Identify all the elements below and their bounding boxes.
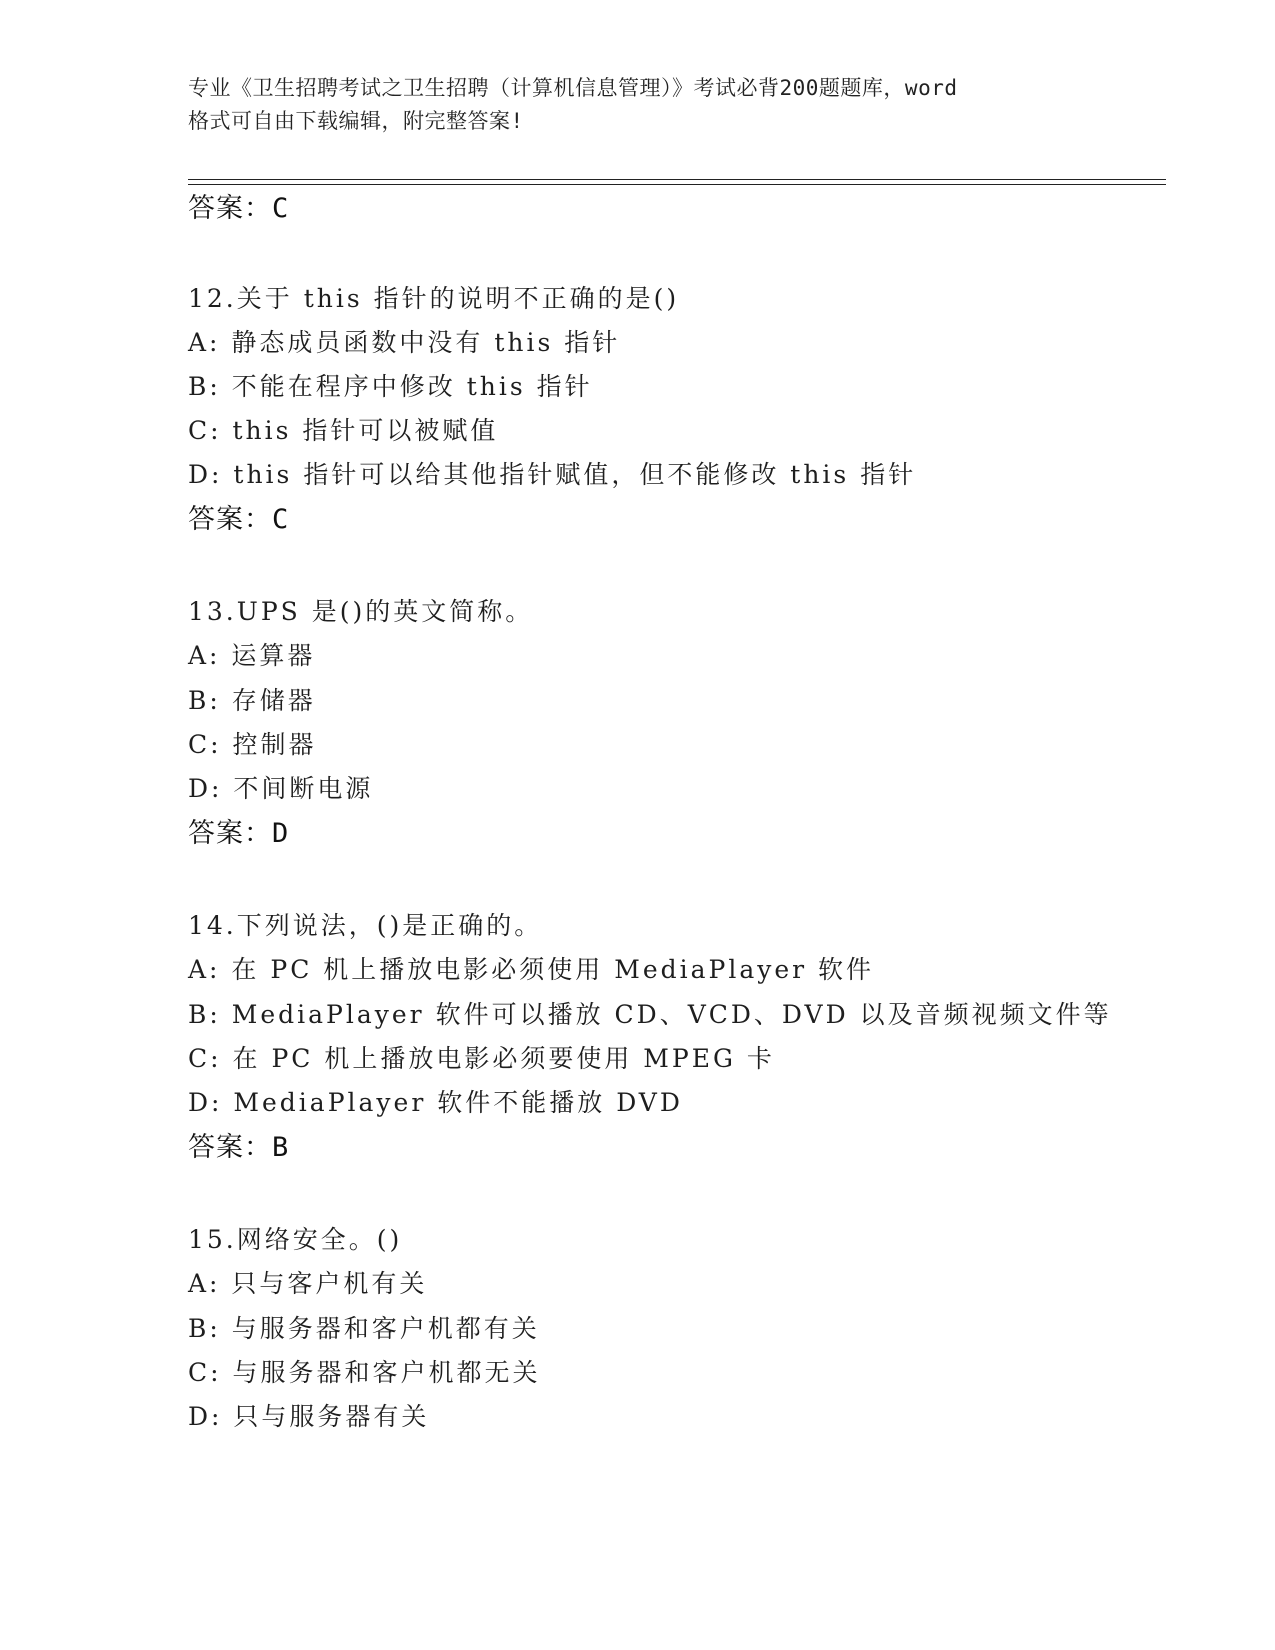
question-12-option-b: B: 不能在程序中修改 this 指针	[188, 372, 593, 401]
question-14-option-a: A: 在 PC 机上播放电影必须使用 MediaPlayer 软件	[188, 955, 875, 984]
question-14-option-b: B: MediaPlayer 软件可以播放 CD、VCD、DVD 以及音频视频文件等	[188, 1000, 1112, 1029]
question-14-option-c: C: 在 PC 机上播放电影必须要使用 MPEG 卡	[188, 1044, 775, 1073]
question-12-answer: 答案：C	[188, 504, 290, 535]
question-15-stem: 15.网络安全。()	[188, 1225, 403, 1254]
question-12-option-c: C: this 指针可以被赋值	[188, 416, 499, 445]
question-13-option-c: C: 控制器	[188, 730, 317, 759]
question-13-answer: 答案：D	[188, 818, 290, 849]
question-14-answer: 答案：B	[188, 1132, 290, 1163]
question-13-option-d: D: 不间断电源	[188, 774, 374, 803]
header-line-1: 专业《卫生招聘考试之卫生招聘（计算机信息管理）》考试必背200题题库，word	[188, 76, 958, 100]
question-13-option-b: B: 存储器	[188, 686, 316, 715]
header-rule-top	[188, 179, 1166, 180]
question-14-stem: 14.下列说法，()是正确的。	[188, 911, 543, 940]
question-15-option-d: D: 只与服务器有关	[188, 1402, 430, 1431]
question-15-option-b: B: 与服务器和客户机都有关	[188, 1314, 540, 1343]
question-12-option-a: A: 静态成员函数中没有 this 指针	[188, 328, 621, 357]
question-15-option-c: C: 与服务器和客户机都无关	[188, 1358, 541, 1387]
document-header	[188, 72, 1108, 138]
question-15-option-a: A: 只与客户机有关	[188, 1269, 428, 1298]
question-13-stem: 13.UPS 是()的英文简称。	[188, 597, 534, 626]
question-13-option-a: A: 运算器	[188, 641, 316, 670]
header-line-2: 格式可自由下载编辑，附完整答案!	[188, 109, 524, 133]
previous-answer: 答案：C	[188, 193, 290, 224]
header-rule-bottom	[188, 184, 1166, 185]
question-14-option-d: D: MediaPlayer 软件不能播放 DVD	[188, 1088, 683, 1117]
question-12-option-d: D: this 指针可以给其他指针赋值，但不能修改 this 指针	[188, 460, 917, 489]
question-12-stem: 12.关于 this 指针的说明不正确的是()	[188, 284, 680, 313]
